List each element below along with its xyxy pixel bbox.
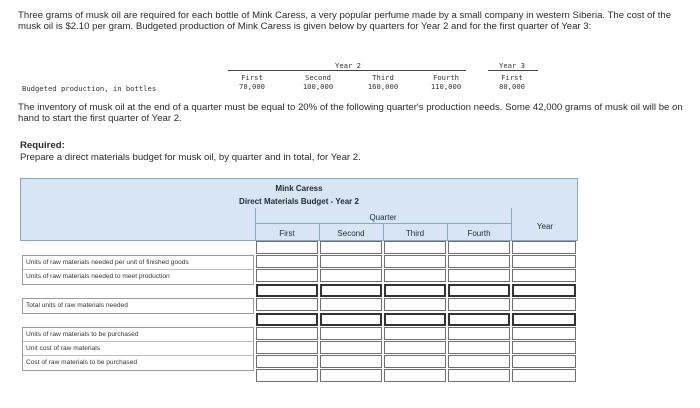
budget-input-cell[interactable] bbox=[512, 298, 576, 311]
label-group-1 bbox=[22, 255, 254, 285]
year3-label: Year 3 bbox=[499, 61, 525, 70]
quarter-header: Quarter bbox=[369, 213, 397, 222]
header-divider bbox=[255, 223, 511, 224]
budget-input-cell[interactable] bbox=[320, 284, 382, 297]
inventory-note: The inventory of musk oil at the end of a quarter must be equal to 20% of the following quarter's production needs. Some 42,000 grams of musk oil will be on hand to start the first quarter of Year 2. bbox=[18, 102, 683, 125]
column-header: First bbox=[279, 229, 295, 238]
budget-input-cell[interactable] bbox=[384, 241, 446, 254]
budget-input-cell[interactable] bbox=[256, 255, 318, 268]
production-row-label: Budgeted production, in bottles bbox=[22, 84, 157, 93]
intro-paragraph: Three grams of musk oil are required for each bottle of Mink Caress, a very popular perfume made by a small company in western Siberia. The cost of the musk oil is $2.10 per gram. Budgeted production of Mink Caress is given below by quarters for Year 2 and for the first quarter of Year 3: bbox=[18, 10, 672, 33]
header-divider bbox=[319, 223, 320, 241]
budget-input-cell[interactable] bbox=[256, 298, 318, 311]
required-text: Prepare a direct materials budget for musk oil, by quarter and in total, for Year 2. bbox=[20, 152, 361, 163]
production-value: 160,000 bbox=[367, 82, 399, 91]
row-label: Units of raw materials needed to meet production bbox=[26, 273, 170, 280]
budget-input-cell[interactable] bbox=[384, 269, 446, 282]
budget-input-cell[interactable] bbox=[384, 369, 446, 382]
label-group-3 bbox=[22, 327, 254, 371]
budget-input-cell[interactable] bbox=[512, 284, 576, 297]
header-divider bbox=[447, 223, 448, 241]
budget-input-cell[interactable] bbox=[320, 313, 382, 326]
required-title: Required: bbox=[20, 140, 65, 151]
budget-input-cell[interactable] bbox=[448, 313, 510, 326]
budget-input-cell[interactable] bbox=[256, 327, 318, 340]
budget-input-cell[interactable] bbox=[512, 255, 576, 268]
budget-input-cell[interactable] bbox=[320, 241, 382, 254]
budget-input-cell[interactable] bbox=[448, 355, 510, 368]
header-divider bbox=[255, 208, 256, 241]
label-group-2 bbox=[22, 298, 254, 314]
budget-input-cell[interactable] bbox=[384, 313, 446, 326]
budget-header bbox=[20, 178, 578, 241]
budget-input-cell[interactable] bbox=[448, 241, 510, 254]
row-label: Cost of raw materials to be purchased bbox=[26, 359, 138, 366]
budget-input-cell[interactable] bbox=[448, 255, 510, 268]
budget-input-cell[interactable] bbox=[512, 327, 576, 340]
header-divider bbox=[383, 223, 384, 241]
budget-input-cell[interactable] bbox=[384, 327, 446, 340]
budget-input-cell[interactable] bbox=[448, 269, 510, 282]
budget-input-cell[interactable] bbox=[256, 313, 318, 326]
budget-input-cell[interactable] bbox=[512, 355, 576, 368]
column-header: Fourth bbox=[467, 229, 491, 238]
budget-input-cell[interactable] bbox=[448, 327, 510, 340]
budget-input-cell[interactable] bbox=[512, 341, 576, 354]
budget-input-cell[interactable] bbox=[320, 269, 382, 282]
production-value: 80,000 bbox=[499, 82, 525, 91]
budget-input-cell[interactable] bbox=[320, 341, 382, 354]
budget-input-cell[interactable] bbox=[320, 298, 382, 311]
budget-input-cell[interactable] bbox=[320, 355, 382, 368]
budget-title: Direct Materials Budget - Year 2 bbox=[239, 197, 359, 206]
column-header: Second bbox=[337, 229, 365, 238]
budget-input-cell[interactable] bbox=[448, 341, 510, 354]
row-label: Units of raw materials to be purchased bbox=[23, 328, 253, 342]
year-header: Year bbox=[536, 222, 554, 231]
budget-input-cell[interactable] bbox=[256, 241, 318, 254]
year2-underline bbox=[228, 70, 466, 71]
budget-input-cell[interactable] bbox=[256, 369, 318, 382]
budget-input-cell[interactable] bbox=[384, 255, 446, 268]
row-label: Units of raw materials needed per unit of finished goods bbox=[23, 256, 253, 270]
production-value: 110,000 bbox=[430, 82, 462, 91]
header-divider bbox=[511, 208, 512, 241]
production-value: 70,000 bbox=[239, 82, 265, 91]
column-header: Third bbox=[405, 229, 425, 238]
budget-input-cell[interactable] bbox=[256, 341, 318, 354]
budget-input-cell[interactable] bbox=[512, 269, 576, 282]
budget-input-cell[interactable] bbox=[512, 241, 576, 254]
quarter-name: Second bbox=[305, 73, 331, 82]
quarter-name: Fourth bbox=[433, 73, 459, 82]
budget-input-cell[interactable] bbox=[448, 284, 510, 297]
budget-input-cell[interactable] bbox=[384, 355, 446, 368]
budget-input-cell[interactable] bbox=[448, 298, 510, 311]
quarter-name: Third bbox=[372, 73, 394, 82]
budget-input-cell[interactable] bbox=[320, 327, 382, 340]
year2-label: Year 2 bbox=[335, 61, 361, 70]
budget-input-cell[interactable] bbox=[512, 313, 576, 326]
budget-input-cell[interactable] bbox=[384, 341, 446, 354]
production-value: 100,000 bbox=[302, 82, 334, 91]
budget-input-cell[interactable] bbox=[320, 255, 382, 268]
row-label: Total units of raw materials needed bbox=[26, 302, 128, 309]
budget-input-cell[interactable] bbox=[320, 369, 382, 382]
budget-input-cell[interactable] bbox=[448, 369, 510, 382]
quarter-name: First bbox=[241, 73, 263, 82]
year3-underline bbox=[488, 70, 538, 71]
company-name: Mink Caress bbox=[275, 184, 323, 193]
budget-input-cell[interactable] bbox=[384, 298, 446, 311]
budget-input-cell[interactable] bbox=[512, 369, 576, 382]
row-label: Unit cost of raw materials bbox=[23, 342, 253, 356]
quarter-name: First bbox=[501, 73, 523, 82]
budget-input-cell[interactable] bbox=[256, 269, 318, 282]
budget-input-cell[interactable] bbox=[384, 284, 446, 297]
budget-input-cell[interactable] bbox=[256, 284, 318, 297]
budget-input-cell[interactable] bbox=[256, 355, 318, 368]
